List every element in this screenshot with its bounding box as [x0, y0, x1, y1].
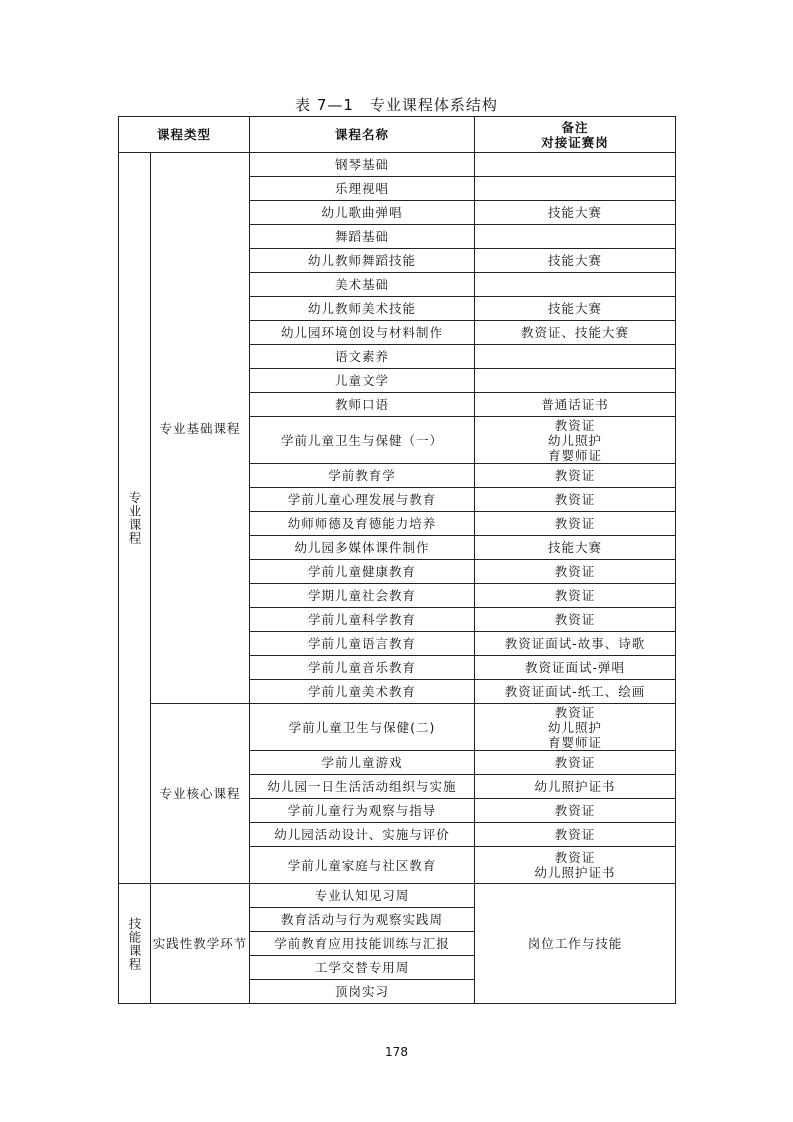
course-name-cell: 乐理视唱 — [250, 177, 475, 201]
course-name-cell: 幼儿园环境创设与材料制作 — [250, 321, 475, 345]
course-name-cell: 学前儿童健康教育 — [250, 560, 475, 584]
course-note-line: 幼儿照护证书 — [534, 865, 616, 880]
header-course-type: 课程类型 — [119, 117, 250, 153]
course-note-line: 教资证 — [554, 827, 596, 842]
course-note-cell — [475, 417, 676, 464]
course-note-line: 教资证 — [554, 704, 596, 720]
course-note-cell — [475, 393, 676, 417]
course-note-cell — [475, 775, 676, 799]
course-note-cell — [475, 201, 676, 225]
course-name-cell: 顶岗实习 — [250, 980, 475, 1004]
course-name-cell: 专业认知见习周 — [250, 884, 475, 908]
course-note-line: 教资证 — [554, 492, 596, 507]
course-note-line: 教资证面试-弹唱 — [525, 660, 626, 675]
table-caption: 表 7—1 专业课程体系结构 — [295, 96, 498, 114]
page-number: 178 — [385, 1045, 408, 1059]
header-course-name: 课程名称 — [250, 117, 475, 153]
course-note-line: 技能大赛 — [548, 205, 603, 220]
course-name-cell: 教育活动与行为观察实践周 — [250, 908, 475, 932]
course-note-cell — [475, 321, 676, 345]
course-note-cell — [475, 512, 676, 536]
course-note-line: 教资证 — [554, 588, 596, 603]
course-note-cell — [475, 488, 676, 512]
course-note-cell — [475, 297, 676, 321]
course-name-cell: 幼儿园一日生活活动组织与实施 — [250, 775, 475, 799]
course-name-cell: 学前儿童心理发展与教育 — [250, 488, 475, 512]
table-row — [119, 704, 676, 751]
subgroup-major-basic: 专业基础课程 — [151, 153, 250, 704]
course-name-cell: 幼师师德及育德能力培养 — [250, 512, 475, 536]
course-note-line: 教资证 — [554, 803, 596, 818]
course-note-cell — [475, 560, 676, 584]
course-name-cell: 幼儿歌曲弹唱 — [250, 201, 475, 225]
course-name-cell: 学前教育应用技能训练与汇报 — [250, 932, 475, 956]
subgroup-major-core: 专业核心课程 — [151, 704, 250, 884]
course-name-cell: 舞蹈基础 — [250, 225, 475, 249]
course-note-line: 教资证 — [554, 755, 596, 770]
table-header-row — [119, 117, 676, 153]
course-name-cell: 学前儿童语言教育 — [250, 632, 475, 656]
course-note-cell — [475, 177, 676, 201]
course-name-cell: 学前儿童美术教育 — [250, 680, 475, 704]
course-note-line: 育婴师证 — [548, 447, 603, 463]
course-name-cell: 教师口语 — [250, 393, 475, 417]
table-row — [119, 884, 676, 908]
course-note-line: 教资证 — [554, 612, 596, 627]
course-note-cell — [475, 704, 676, 751]
course-note-line: 教资证 — [554, 417, 596, 433]
course-note-line: 育婴师证 — [548, 734, 603, 750]
group-major: 专业课程 — [119, 153, 151, 884]
course-name-cell: 学前儿童家庭与社区教育 — [250, 847, 475, 884]
course-note-cell — [475, 369, 676, 393]
course-name-cell: 学前儿童音乐教育 — [250, 656, 475, 680]
course-note-cell — [475, 536, 676, 560]
course-name-cell: 美术基础 — [250, 273, 475, 297]
course-name-cell: 学前教育学 — [250, 464, 475, 488]
header-note — [475, 117, 676, 153]
course-name-cell: 钢琴基础 — [250, 153, 475, 177]
course-note-cell — [475, 273, 676, 297]
course-note-line: 技能大赛 — [548, 540, 603, 555]
header-note-line2: 对接证赛岗 — [541, 134, 609, 150]
course-name-cell: 幼儿教师舞蹈技能 — [250, 249, 475, 273]
course-note-cell — [475, 249, 676, 273]
course-note-line: 幼儿照护 — [548, 719, 603, 735]
subgroup-practice: 实践性教学环节 — [151, 884, 250, 1004]
course-name-cell: 学前儿童游戏 — [250, 751, 475, 775]
header-note-line1: 备注 — [561, 119, 589, 135]
course-name-cell: 工学交替专用周 — [250, 956, 475, 980]
course-name-cell: 学前儿童卫生与保健（一） — [250, 417, 475, 464]
course-note-cell — [475, 464, 676, 488]
course-note-cell — [475, 751, 676, 775]
course-name-cell: 学期儿童社会教育 — [250, 584, 475, 608]
course-note-line: 教资证面试-纸工、绘画 — [504, 684, 646, 699]
course-note-line: 教资证 — [554, 468, 596, 483]
course-note-line: 教资证 — [554, 850, 596, 865]
course-note-cell — [475, 584, 676, 608]
course-note-cell — [475, 656, 676, 680]
course-structure-table — [118, 116, 676, 1004]
course-note-line: 幼儿照护证书 — [534, 779, 616, 794]
course-note-line: 技能大赛 — [548, 253, 603, 268]
course-note-line: 幼儿照护 — [548, 432, 603, 448]
course-name-cell: 幼儿园活动设计、实施与评价 — [250, 823, 475, 847]
course-note-cell — [475, 823, 676, 847]
course-name-cell: 学前儿童卫生与保健(二) — [250, 704, 475, 751]
course-note-line: 技能大赛 — [548, 301, 603, 316]
course-note-line: 普通话证书 — [541, 397, 609, 412]
course-note-cell — [475, 153, 676, 177]
course-note-cell — [475, 225, 676, 249]
group-skill: 技能课程 — [119, 884, 151, 1004]
course-note-cell — [475, 345, 676, 369]
course-note-line: 教资证、技能大赛 — [521, 325, 630, 340]
course-name-cell: 学前儿童行为观察与指导 — [250, 799, 475, 823]
course-note-cell — [475, 847, 676, 884]
course-name-cell: 幼儿教师美术技能 — [250, 297, 475, 321]
course-note-line: 教资证 — [554, 564, 596, 579]
table-row — [119, 153, 676, 177]
course-note-cell — [475, 608, 676, 632]
course-name-cell: 儿童文学 — [250, 369, 475, 393]
course-note-cell — [475, 680, 676, 704]
course-note-cell — [475, 632, 676, 656]
course-note-cell — [475, 799, 676, 823]
course-name-cell: 语文素养 — [250, 345, 475, 369]
course-note-line: 教资证面试-故事、诗歌 — [504, 636, 646, 651]
course-name-cell: 幼儿园多媒体课件制作 — [250, 536, 475, 560]
course-name-cell: 学前儿童科学教育 — [250, 608, 475, 632]
course-note-line: 教资证 — [554, 516, 596, 531]
practice-note-cell: 岗位工作与技能 — [475, 884, 676, 1004]
